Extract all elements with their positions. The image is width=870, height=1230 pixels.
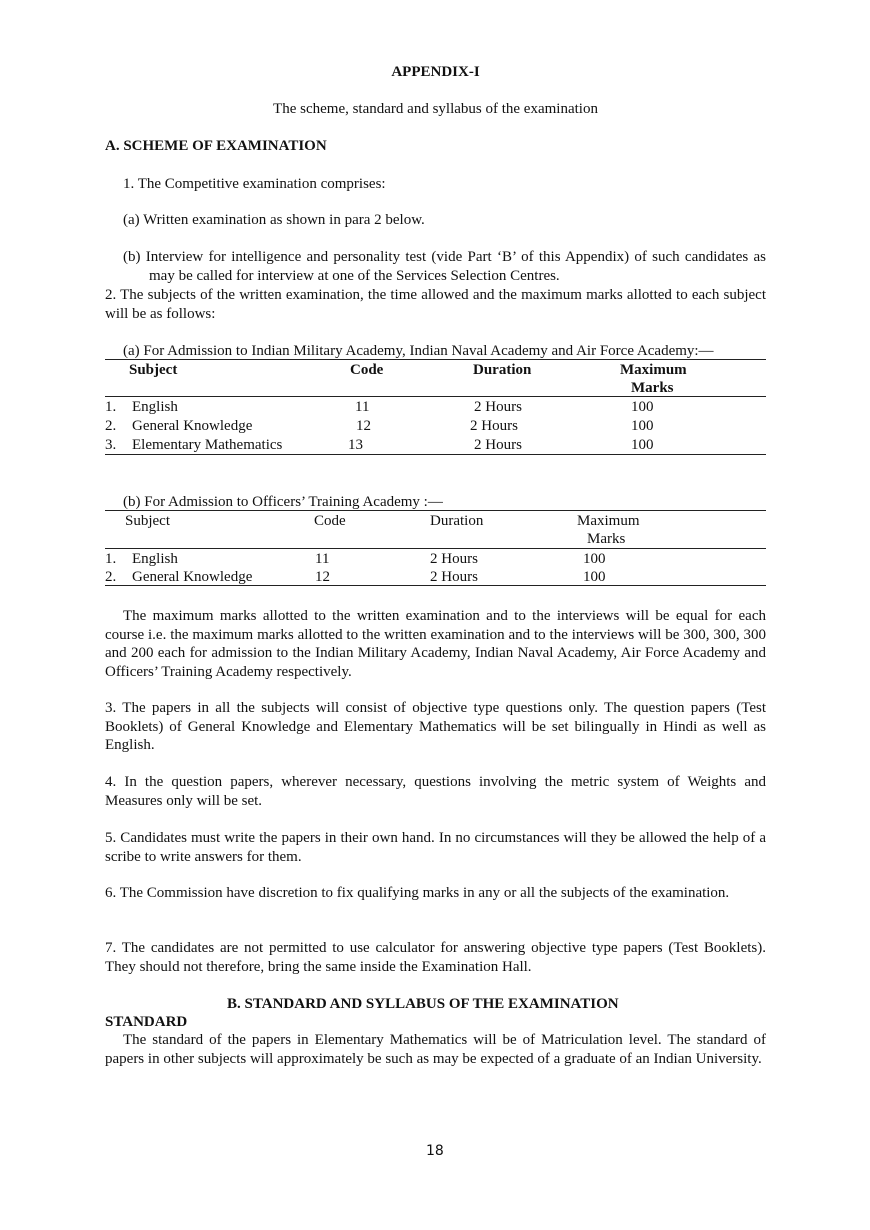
table-a-header-maximum: Maximum [620,362,687,378]
table-b-header-rule [105,548,766,549]
max-marks-paragraph: The maximum marks allotted to the written examination and to the interviews will be equal for each course i.e. the maximum marks allotted to the written examination and to the interviews will be 300, 300, 300 and 200 each for admission to the Indian Military Academy, Indian Naval Academy, Air Force Academy and Officers’ Training Academy respectively. [105,608,766,680]
table-b-bottom-rule [105,585,766,586]
standard-subheading: STANDARD [105,1014,188,1030]
appendix-title: APPENDIX-I [391,64,480,80]
table-a-header-rule [105,396,766,397]
row-marks: 100 [631,399,654,415]
document-page [105,0,766,1230]
row-code: 11 [355,399,370,415]
row-duration: 2 Hours [470,418,518,434]
row-number: 2. [105,418,117,434]
para-2: 2. The subjects of the written examination, the time allowed and the maximum marks allotted to each subject will be as follows: [105,287,766,322]
row-subject: English [132,399,178,415]
para-3: 3. The papers in all the subjects will consist of objective type questions only. The question papers (Test Booklets) of General Knowledge and Elementary Mathematics will be set bilingually in Hindi as well as English. [105,700,766,753]
table-b-header-duration: Duration [430,513,484,529]
table-a-header-marks: Marks [631,380,674,396]
table-a-top-rule [105,359,766,360]
row-duration: 2 Hours [474,399,522,415]
row-duration: 2 Hours [474,437,522,453]
section-b-heading: B. STANDARD AND SYLLABUS OF THE EXAMINATION [227,996,619,1012]
para-1: 1. The Competitive examination comprises: [123,176,386,192]
row-subject: Elementary Mathematics [132,437,283,453]
row-subject: English [132,551,178,567]
row-code: 12 [356,418,371,434]
row-marks: 100 [631,418,654,434]
para-4: 4. In the question papers, wherever necessary, questions involving the metric system of Weights and Measures only will be set. [105,774,766,809]
table-a-bottom-rule [105,454,766,455]
standard-paragraph: The standard of the papers in Elementary Mathematics will be of Matriculation level. The standard of papers in other subjects will approximately be such as may be expected of a graduate of an Indian University. [105,1032,766,1067]
row-number: 1. [105,399,117,415]
row-subject: General Knowledge [132,569,253,585]
section-a-heading: A. SCHEME OF EXAMINATION [105,138,327,154]
para-6: 6. The Commission have discretion to fix qualifying marks in any or all the subjects of the examination. [105,885,730,901]
item-a: (a) Written examination as shown in para 2 below. [123,212,425,228]
item-b: (b) Interview for intelligence and personality test (vide Part ‘B’ of this Appendix) of such candidates as may be called for interview at one of the Services Selection Centres. [123,249,766,284]
row-marks: 100 [583,551,606,567]
table-b-header-marks: Marks [587,531,626,547]
para-7: 7. The candidates are not permitted to use calculator for answering objective type papers (Test Booklets). They should not therefore, bring the same inside the Examination Hall. [105,940,766,975]
document-subtitle: The scheme, standard and syllabus of the examination [273,101,598,117]
row-code: 13 [348,437,363,453]
table-b-header-subject: Subject [125,513,170,529]
para-5: 5. Candidates must write the papers in their own hand. In no circumstances will they be allowed the help of a scribe to write answers for them. [105,830,766,865]
table-b-header-code: Code [314,513,346,529]
table-a-header-code: Code [350,362,384,378]
row-number: 1. [105,551,117,567]
table-b-header-maximum: Maximum [577,513,640,529]
row-duration: 2 Hours [430,569,478,585]
row-number: 3. [105,437,117,453]
table-a-header-subject: Subject [129,362,178,378]
row-number: 2. [105,569,117,585]
table-b-caption: (b) For Admission to Officers’ Training Academy :— [123,494,443,510]
table-a-header-duration: Duration [473,362,532,378]
row-marks: 100 [631,437,654,453]
row-duration: 2 Hours [430,551,478,567]
table-a-caption: (a) For Admission to Indian Military Academy, Indian Naval Academy and Air Force Academy:— [123,343,714,359]
row-code: 12 [315,569,330,585]
row-marks: 100 [583,569,606,585]
page-number: 18 [426,1143,444,1159]
row-subject: General Knowledge [132,418,253,434]
table-b-top-rule [105,510,766,511]
row-code: 11 [315,551,330,567]
